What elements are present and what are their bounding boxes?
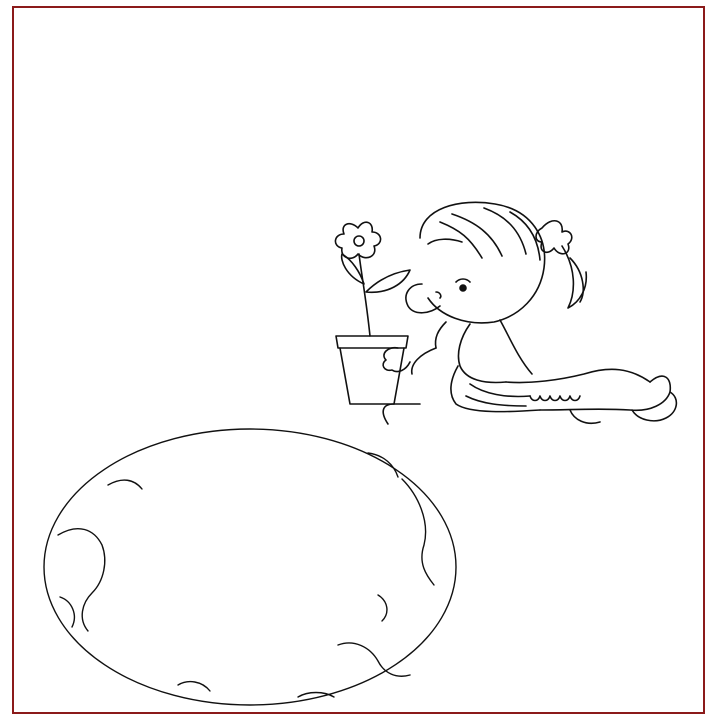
globe-illustration — [38, 425, 463, 710]
girl-with-flower-pot-illustration — [270, 198, 690, 428]
